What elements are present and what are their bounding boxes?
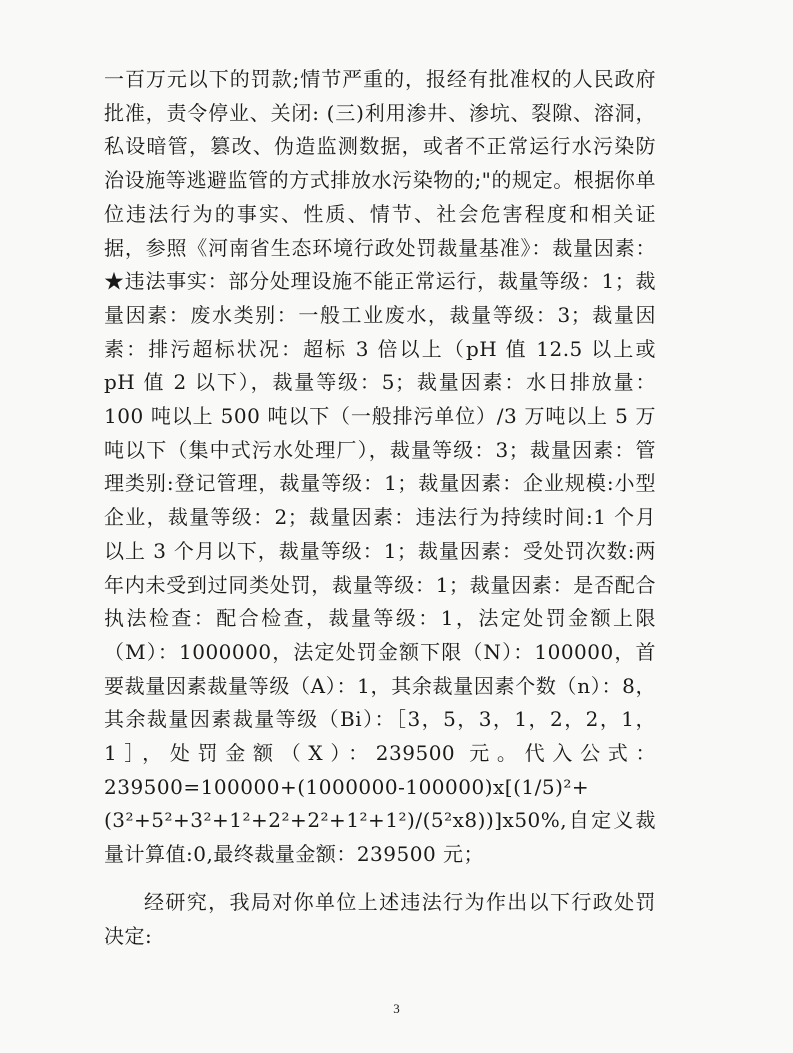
page-number: 3 bbox=[393, 1001, 400, 1016]
decision-paragraph bbox=[104, 886, 656, 953]
text-line: 2²+1²+1²)/(5²x8))]x50%,自定义裁量计算值:0,最终裁量金额： bbox=[104, 808, 656, 867]
text-line: 别：一般工业废水，裁量等级：3；裁量因素：排污超标状 bbox=[104, 302, 657, 361]
text-line: 裁量因素：受处罚次数:两年内未受到过同类处罚，裁量等级： bbox=[104, 538, 656, 597]
text-line: 100000，首要裁量因素裁量等级（A）：1，其余裁量因素个 bbox=[104, 639, 656, 698]
body-text bbox=[104, 63, 656, 953]
text-line: 等级：5；裁量因素：水日排放量：100 吨以上 500 吨以下（一 bbox=[104, 370, 656, 429]
text-line: 1；裁量因素：是否配合执法检查：配合检查，裁量等级：1， bbox=[104, 572, 657, 631]
penalty-basis-paragraph bbox=[104, 63, 656, 872]
text-line: 239500 元； bbox=[356, 842, 485, 867]
text-line: 239500=100000+(1000000-100000)x[(1/5)²+(3²+5²+3²+1²+2²+ bbox=[104, 774, 590, 833]
text-line: 法定处罚金额上限（M）：1000000，法定处罚金额下限（N）： bbox=[104, 606, 656, 664]
text-line: 的事实、性质、情节、社会危害程度和相关证据，参照《河南省 bbox=[104, 201, 657, 260]
text-line: 定: bbox=[124, 923, 153, 948]
text-line: 一百万元以下的罚款;情节严重的，报经有批准权的人民政府批 bbox=[104, 67, 656, 125]
text-line: 处理设施不能正常运行，裁量等级：1；裁量因素：废水类 bbox=[104, 269, 657, 327]
text-line: 况：超标 3 倍以上（pH 值 12.5 以上或 pH 值 2 以下），裁量 bbox=[104, 336, 656, 395]
text-line: 裁量等级：3；裁量因素：管理类别:登记管理，裁量等级：1； bbox=[104, 437, 657, 496]
text-line: 经研究，我局对你单位上述违法行为作出以下行政处罚决 bbox=[104, 889, 656, 948]
text-line: 违法行为持续时间:1 个月以上 3 个月以下，裁量等级：1； bbox=[104, 505, 656, 563]
text-line: 暗管，篡改、伪造监测数据，或者不正常运行水污染防治设施等 bbox=[104, 134, 657, 193]
text-line: 般排污单位）/3 万吨以上 5 万吨以下（集中式污水处理厂）， bbox=[104, 404, 656, 462]
text-line: 数（n）：8，其余裁量因素裁量等级（Bi）：［3，5，3，1， bbox=[104, 673, 657, 732]
text-line: 裁量因素：企业规模:小型企业，裁量等级：2；裁量因素： bbox=[104, 471, 656, 530]
text-line: 生态环境行政处罚裁量基准》：裁量因素：★违法事实：部分 bbox=[104, 235, 657, 294]
text-line: 2，2，1，1］，处罚金额（X）：239500 元。代入公式： bbox=[104, 707, 656, 766]
text-line: 逃避监管的方式排放水污染物的;"的规定。根据你单位违法行为 bbox=[104, 168, 657, 226]
text-line: 准，责令停业、关闭: (三)利用渗井、渗坑、裂隙、溶洞，私设 bbox=[104, 100, 656, 159]
